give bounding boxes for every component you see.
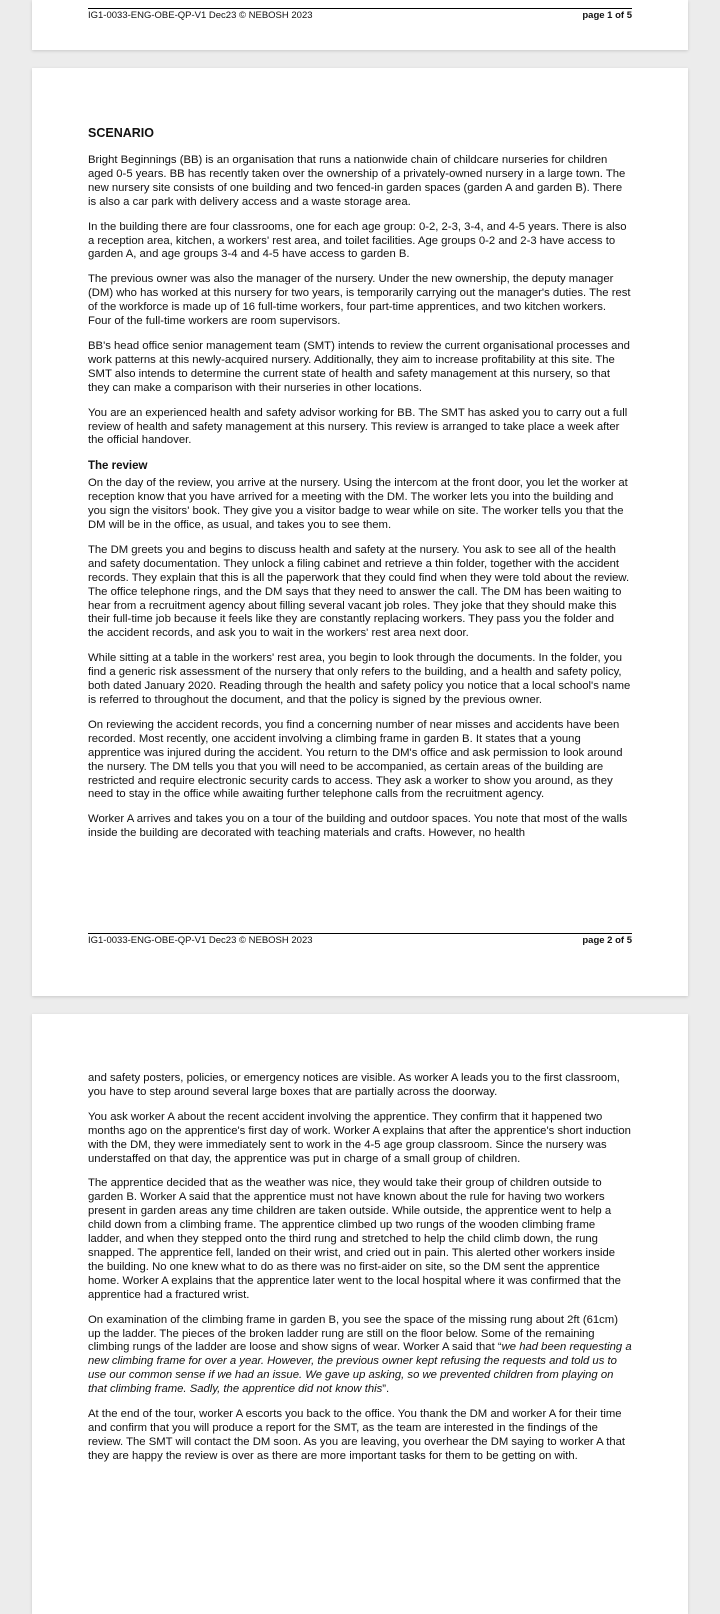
worker-quote: we had been requesting a new climbing frame for over a year. However, the previous owner kept refusing the requests and told us to use our common sense if we had an issue. We gave up asking, so we prevented children from playing on that climbing frame. Sadly, the apprentice did not know this <box>88 1341 632 1396</box>
paragraph-text: On examination of the climbing frame in garden B, you see the space of the missing rung about 2ft (61cm) up the ladder. The pieces of the broken ladder rung are still on the floor below. Some of the remaining climbing rungs of the ladder are loose and show signs of wear. Worker A said that “ <box>88 1313 618 1354</box>
review-paragraph <box>88 1314 632 1397</box>
scenario-paragraph: In the building there are four classrooms, one for each age group: 0-2, 2-3, 3-4, and 4-5 years. There is also a reception area, kitchen, a workers' rest area, and toilet facilities. Age groups 0-2 and 2-3 have access to garden A, and age groups 3-4 and 4-5 have access to garden B. <box>88 220 627 261</box>
page-number: page 2 of 5 <box>582 935 632 946</box>
page-3 <box>32 1014 688 1614</box>
review-paragraph: You ask worker A about the recent accident involving the apprentice. They confirm that it happened two months ago on the apprentice's first day of work. Worker A explains that after the apprentice's short induction with the DM, they were immediately sent to work in the 4-5 age group classroom. Since the nursery was understaffed on that day, the apprentice was put in charge of a small group of children. <box>88 1110 631 1165</box>
review-paragraph: While sitting at a table in the workers' rest area, you begin to look through the documents. In the folder, you find a generic risk assessment of the nursery that only refers to the building, and a health and safety policy, both dated January 2020. Reading through the health and safety policy you notice that a local school's name is referred to throughout the document, and that the policy is signed by the previous owner. <box>88 652 631 706</box>
review-paragraph: Worker A arrives and takes you on a tour of the building and outdoor spaces. You note that most of the walls inside the building are decorated with teaching materials and crafts. However, no health <box>88 813 628 840</box>
review-paragraph: On the day of the review, you arrive at the nursery. Using the intercom at the front door, you let the worker at reception know that you have arrived for a meeting with the DM. The worker lets you into the building and you sign the visitors' book. They give you a visitor badge to wear while on site. The worker tells you that the DM will be in the office, as usual, and takes you to see them. <box>88 477 628 532</box>
scenario-heading: SCENARIO <box>88 126 154 140</box>
review-paragraph: On reviewing the accident records, you find a concerning number of near misses and accidents have been recorded. Most recently, one accident involving a climbing frame in garden B. It states that a young apprentice was injured during the accident. You return to the DM's office and ask permission to look around the nursery. The DM tells you that you will need to be accompanied, as certain areas of the building are restricted and require electronic security cards to access. They ask a worker to show you around, as they need to stay in the office while awaiting further telephone calls from the recruitment agency. <box>88 718 623 801</box>
doc-reference: IG1-0033-ENG-OBE-QP-V1 Dec23 © NEBOSH 2023 <box>88 10 313 21</box>
doc-reference: IG1-0033-ENG-OBE-QP-V1 Dec23 © NEBOSH 2023 <box>88 935 313 946</box>
scenario-paragraph: The previous owner was also the manager of the nursery. Under the new ownership, the deputy manager (DM) who has worked at this nursery for two years, is temporarily carrying out the manager's duties. The rest of the workforce is made up of 16 full-time workers, four part-time apprentices, and two kitchen workers. Four of the full-time workers are room supervisors. <box>88 273 631 328</box>
review-paragraph: and safety posters, policies, or emergency notices are visible. As worker A leads you to the first classroom, you have to step around several large boxes that are partially across the doorway. <box>88 1072 620 1098</box>
scenario-paragraph: BB's head office senior management team (SMT) intends to review the current organisational processes and work patterns at this newly-acquired nursery. Additionally, they aim to increase profitability at this site. The SMT also intends to determine the current state of health and safety management at this nursery, so that they can make a comparison with their nurseries in other locations. <box>88 339 630 394</box>
page-content <box>88 1072 632 1475</box>
page-1 <box>32 0 688 50</box>
review-paragraph: The apprentice decided that as the weather was nice, they would take their group of children outside to garden B. Worker A said that the apprentice must not have known about the rule for having two workers present in garden areas any time children are taken outside. While outside, the apprentice went to help a child down from a climbing frame. The apprentice climbed up two rungs of the wooden climbing frame ladder, and when they stepped onto the third rung and stretched to help the child climb down, the rung snapped. The apprentice fell, landed on their wrist, and cried out in pain. This alerted other workers inside the building. No one knew what to do as there was no first-aider on site, so the DM sent the apprentice home. Worker A explains that the apprentice later went to the local hospital where it was confirmed that the apprentice had a fractured wrist. <box>88 1177 621 1301</box>
scenario-paragraph: You are an experienced health and safety advisor working for BB. The SMT has asked you to carry out a full review of health and safety management at this nursery. This review is arranged to take place a week after the official handover. <box>88 406 628 447</box>
review-heading: The review <box>88 460 148 473</box>
page-content <box>88 126 632 852</box>
page-footer <box>88 8 632 22</box>
scenario-paragraph: Bright Beginnings (BB) is an organisation that runs a nationwide chain of childcare nurseries for children aged 0-5 years. BB has recently taken over the ownership of a privately-owned nursery in a large town. The new nursery site consists of one building and two fenced-in garden spaces (garden A and garden B). There is also a car park with delivery access and a waste storage area. <box>88 154 626 208</box>
review-paragraph: At the end of the tour, worker A escorts you back to the office. You thank the DM and worker A for their time and confirm that you will produce a report for the SMT, as the team are interested in the findings of the review. The SMT will contact the DM soon. As you are leaving, you overhear the DM saying to worker A that they are happy the review is over as there are more important tasks for them to be getting on with. <box>88 1408 626 1462</box>
page-number: page 1 of 5 <box>582 10 632 21</box>
page-footer <box>88 933 632 947</box>
paragraph-text: ”. <box>382 1383 390 1396</box>
review-paragraph: The DM greets you and begins to discuss health and safety at the nursery. You ask to see all of the health and safety documentation. They unlock a filing cabinet and retrieve a thin folder, together with the accident records. They explain that this is all the paperwork that they could find when they were told about the review. The office telephone rings, and the DM says that they need to answer the call. The DM has been waiting to hear from a recruitment agency about filling several vacant job roles. They joke that they should make this their full-time job because it feels like they are constantly replacing workers. They pass you the folder and the accident records, and ask you to wait in the workers' rest area next door. <box>88 543 630 640</box>
page-2 <box>32 68 688 996</box>
